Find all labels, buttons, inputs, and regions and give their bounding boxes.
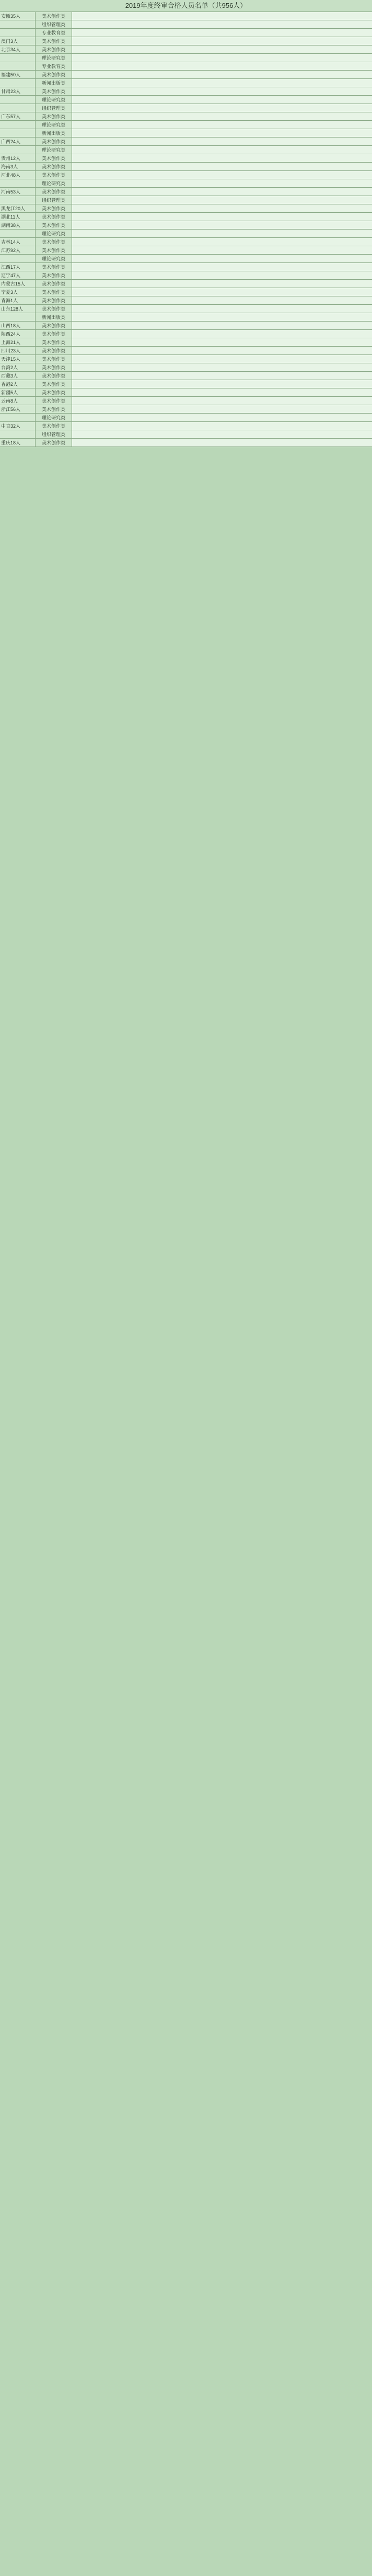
category-cell: 理论研究类 [36,54,72,62]
table-row [0,372,372,380]
category-cell: 美术创作类 [36,372,72,380]
province-cell: 四川23人 [0,347,36,354]
province-cell: 新疆5人 [0,388,36,396]
province-cell: 重庆18人 [0,439,36,446]
names-cell [72,146,372,154]
province-cell: 江苏92人 [0,246,36,254]
table-row [0,313,372,322]
names-cell [72,372,372,380]
category-cell: 美术创作类 [36,204,72,212]
table-row [0,230,372,238]
province-cell: 宁夏3人 [0,288,36,296]
names-cell [72,363,372,371]
province-cell [0,129,36,137]
province-cell [0,146,36,154]
province-cell: 云南8人 [0,397,36,405]
category-cell: 美术创作类 [36,280,72,288]
category-cell: 美术创作类 [36,12,72,20]
table-row [0,246,372,255]
table-row [0,263,372,271]
names-cell [72,380,372,388]
province-cell [0,121,36,129]
province-cell [0,430,36,438]
category-cell: 美术创作类 [36,322,72,329]
names-cell [72,347,372,354]
table-row [0,171,372,179]
names-cell [72,422,372,430]
category-cell: 美术创作类 [36,112,72,120]
category-cell: 新闻出版类 [36,313,72,321]
names-cell [72,288,372,296]
table-row [0,213,372,221]
province-cell [0,79,36,87]
category-cell: 美术创作类 [36,138,72,145]
table-row [0,330,372,338]
province-cell: 河北48人 [0,171,36,179]
province-cell: 河南53人 [0,188,36,196]
names-cell [72,255,372,262]
category-cell: 美术创作类 [36,422,72,430]
table-row [0,296,372,305]
province-cell [0,104,36,112]
category-cell: 美术创作类 [36,45,72,53]
category-cell: 美术创作类 [36,171,72,179]
category-cell: 组织管理类 [36,20,72,28]
page-title: 2019年度终审合格人员名单（共956人） [0,0,372,12]
names-cell [72,196,372,204]
names-cell [72,171,372,179]
category-cell: 组织管理类 [36,430,72,438]
category-cell: 美术创作类 [36,439,72,446]
province-cell [0,62,36,70]
table-row [0,87,372,96]
names-cell [72,330,372,338]
table-row [0,196,372,204]
names-cell [72,54,372,62]
category-cell: 理论研究类 [36,414,72,421]
province-cell: 辽宁47人 [0,271,36,279]
province-cell: 陕西24人 [0,330,36,338]
category-cell: 美术创作类 [36,213,72,221]
table-row [0,439,372,447]
category-cell: 新闻出版类 [36,79,72,87]
category-cell: 新闻出版类 [36,129,72,137]
names-cell [72,338,372,346]
province-cell: 贵州12人 [0,154,36,162]
table-row [0,163,372,171]
category-cell: 理论研究类 [36,146,72,154]
category-cell: 美术创作类 [36,238,72,246]
province-cell: 广东57人 [0,112,36,120]
names-cell [72,87,372,95]
names-cell [72,313,372,321]
province-cell: 江西17人 [0,263,36,271]
table-row [0,62,372,71]
table-row [0,96,372,104]
names-cell [72,121,372,129]
names-cell [72,129,372,137]
province-cell [0,230,36,237]
names-cell [72,439,372,446]
table-row [0,54,372,62]
province-cell: 浙江56人 [0,405,36,413]
table-row [0,112,372,121]
table-row [0,363,372,372]
province-cell: 山东128人 [0,305,36,313]
names-cell [72,179,372,187]
category-cell: 理论研究类 [36,179,72,187]
names-cell [72,221,372,229]
category-cell: 美术创作类 [36,246,72,254]
names-cell [72,405,372,413]
category-cell: 美术创作类 [36,305,72,313]
category-cell: 美术创作类 [36,363,72,371]
province-cell [0,414,36,421]
names-cell [72,230,372,237]
province-cell: 台湾2人 [0,363,36,371]
table-row [0,355,372,363]
names-cell [72,96,372,104]
province-cell: 天津15人 [0,355,36,363]
table-row [0,138,372,146]
category-cell: 美术创作类 [36,288,72,296]
province-cell: 海南3人 [0,163,36,170]
table-row [0,405,372,414]
table-row [0,305,372,313]
province-cell: 吉林14人 [0,238,36,246]
category-cell: 理论研究类 [36,230,72,237]
names-cell [72,430,372,438]
names-cell [72,154,372,162]
names-cell [72,163,372,170]
names-cell [72,271,372,279]
table-row [0,121,372,129]
category-cell: 美术创作类 [36,355,72,363]
category-cell: 美术创作类 [36,296,72,304]
category-cell: 组织管理类 [36,104,72,112]
table-row [0,104,372,112]
category-cell: 美术创作类 [36,271,72,279]
results-table [0,12,372,447]
names-cell [72,355,372,363]
table-row [0,271,372,280]
category-cell: 理论研究类 [36,255,72,262]
names-cell [72,71,372,78]
table-row [0,29,372,37]
category-cell: 美术创作类 [36,71,72,78]
province-cell: 山西18人 [0,322,36,329]
table-row [0,79,372,87]
category-cell: 美术创作类 [36,87,72,95]
names-cell [72,305,372,313]
names-cell [72,79,372,87]
names-cell [72,397,372,405]
names-cell [72,112,372,120]
province-cell: 湖北11人 [0,213,36,221]
table-row [0,430,372,439]
province-cell [0,313,36,321]
names-cell [72,414,372,421]
table-row [0,288,372,296]
province-cell: 中直32人 [0,422,36,430]
table-row [0,322,372,330]
table-row [0,414,372,422]
names-cell [72,213,372,221]
names-cell [72,388,372,396]
province-cell: 上海21人 [0,338,36,346]
category-cell: 理论研究类 [36,96,72,104]
province-cell: 澳门3人 [0,37,36,45]
table-row [0,45,372,54]
province-cell: 黑龙江20人 [0,204,36,212]
table-row [0,338,372,347]
table-row [0,238,372,246]
province-cell: 福建50人 [0,71,36,78]
province-cell: 湖南38人 [0,221,36,229]
table-row [0,71,372,79]
category-cell: 美术创作类 [36,388,72,396]
names-cell [72,104,372,112]
category-cell: 美术创作类 [36,188,72,196]
category-cell: 理论研究类 [36,121,72,129]
category-cell: 美术创作类 [36,154,72,162]
names-cell [72,20,372,28]
names-cell [72,322,372,329]
province-cell [0,96,36,104]
province-cell: 广西24人 [0,138,36,145]
category-cell: 美术创作类 [36,397,72,405]
category-cell: 美术创作类 [36,347,72,354]
table-row [0,422,372,430]
table-row [0,37,372,45]
province-cell [0,179,36,187]
category-cell: 美术创作类 [36,380,72,388]
names-cell [72,12,372,20]
category-cell: 美术创作类 [36,37,72,45]
category-cell: 美术创作类 [36,338,72,346]
province-cell: 安徽35人 [0,12,36,20]
category-cell: 美术创作类 [36,221,72,229]
names-cell [72,263,372,271]
province-cell: 北京34人 [0,45,36,53]
table-row [0,154,372,163]
province-cell: 甘肃23人 [0,87,36,95]
names-cell [72,138,372,145]
province-cell [0,54,36,62]
table-row [0,12,372,20]
table-row [0,388,372,397]
category-cell: 美术创作类 [36,405,72,413]
category-cell: 专业教育类 [36,62,72,70]
names-cell [72,204,372,212]
province-cell [0,196,36,204]
names-cell [72,37,372,45]
table-row [0,146,372,154]
category-cell: 专业教育类 [36,29,72,37]
table-row [0,380,372,388]
names-cell [72,188,372,196]
table-row [0,179,372,188]
province-cell: 香港2人 [0,380,36,388]
names-cell [72,238,372,246]
names-cell [72,62,372,70]
category-cell: 组织管理类 [36,196,72,204]
province-cell [0,255,36,262]
table-row [0,188,372,196]
table-row [0,255,372,263]
province-cell [0,20,36,28]
province-cell: 青海1人 [0,296,36,304]
table-row [0,20,372,29]
province-cell [0,29,36,37]
names-cell [72,280,372,288]
table-row [0,397,372,405]
table-row [0,280,372,288]
table-row [0,204,372,213]
names-cell [72,296,372,304]
category-cell: 美术创作类 [36,163,72,170]
names-cell [72,29,372,37]
category-cell: 美术创作类 [36,263,72,271]
table-row [0,221,372,230]
province-cell: 西藏3人 [0,372,36,380]
category-cell: 美术创作类 [36,330,72,338]
table-row [0,347,372,355]
names-cell [72,246,372,254]
table-row [0,129,372,138]
names-cell [72,45,372,53]
province-cell: 内蒙古15人 [0,280,36,288]
